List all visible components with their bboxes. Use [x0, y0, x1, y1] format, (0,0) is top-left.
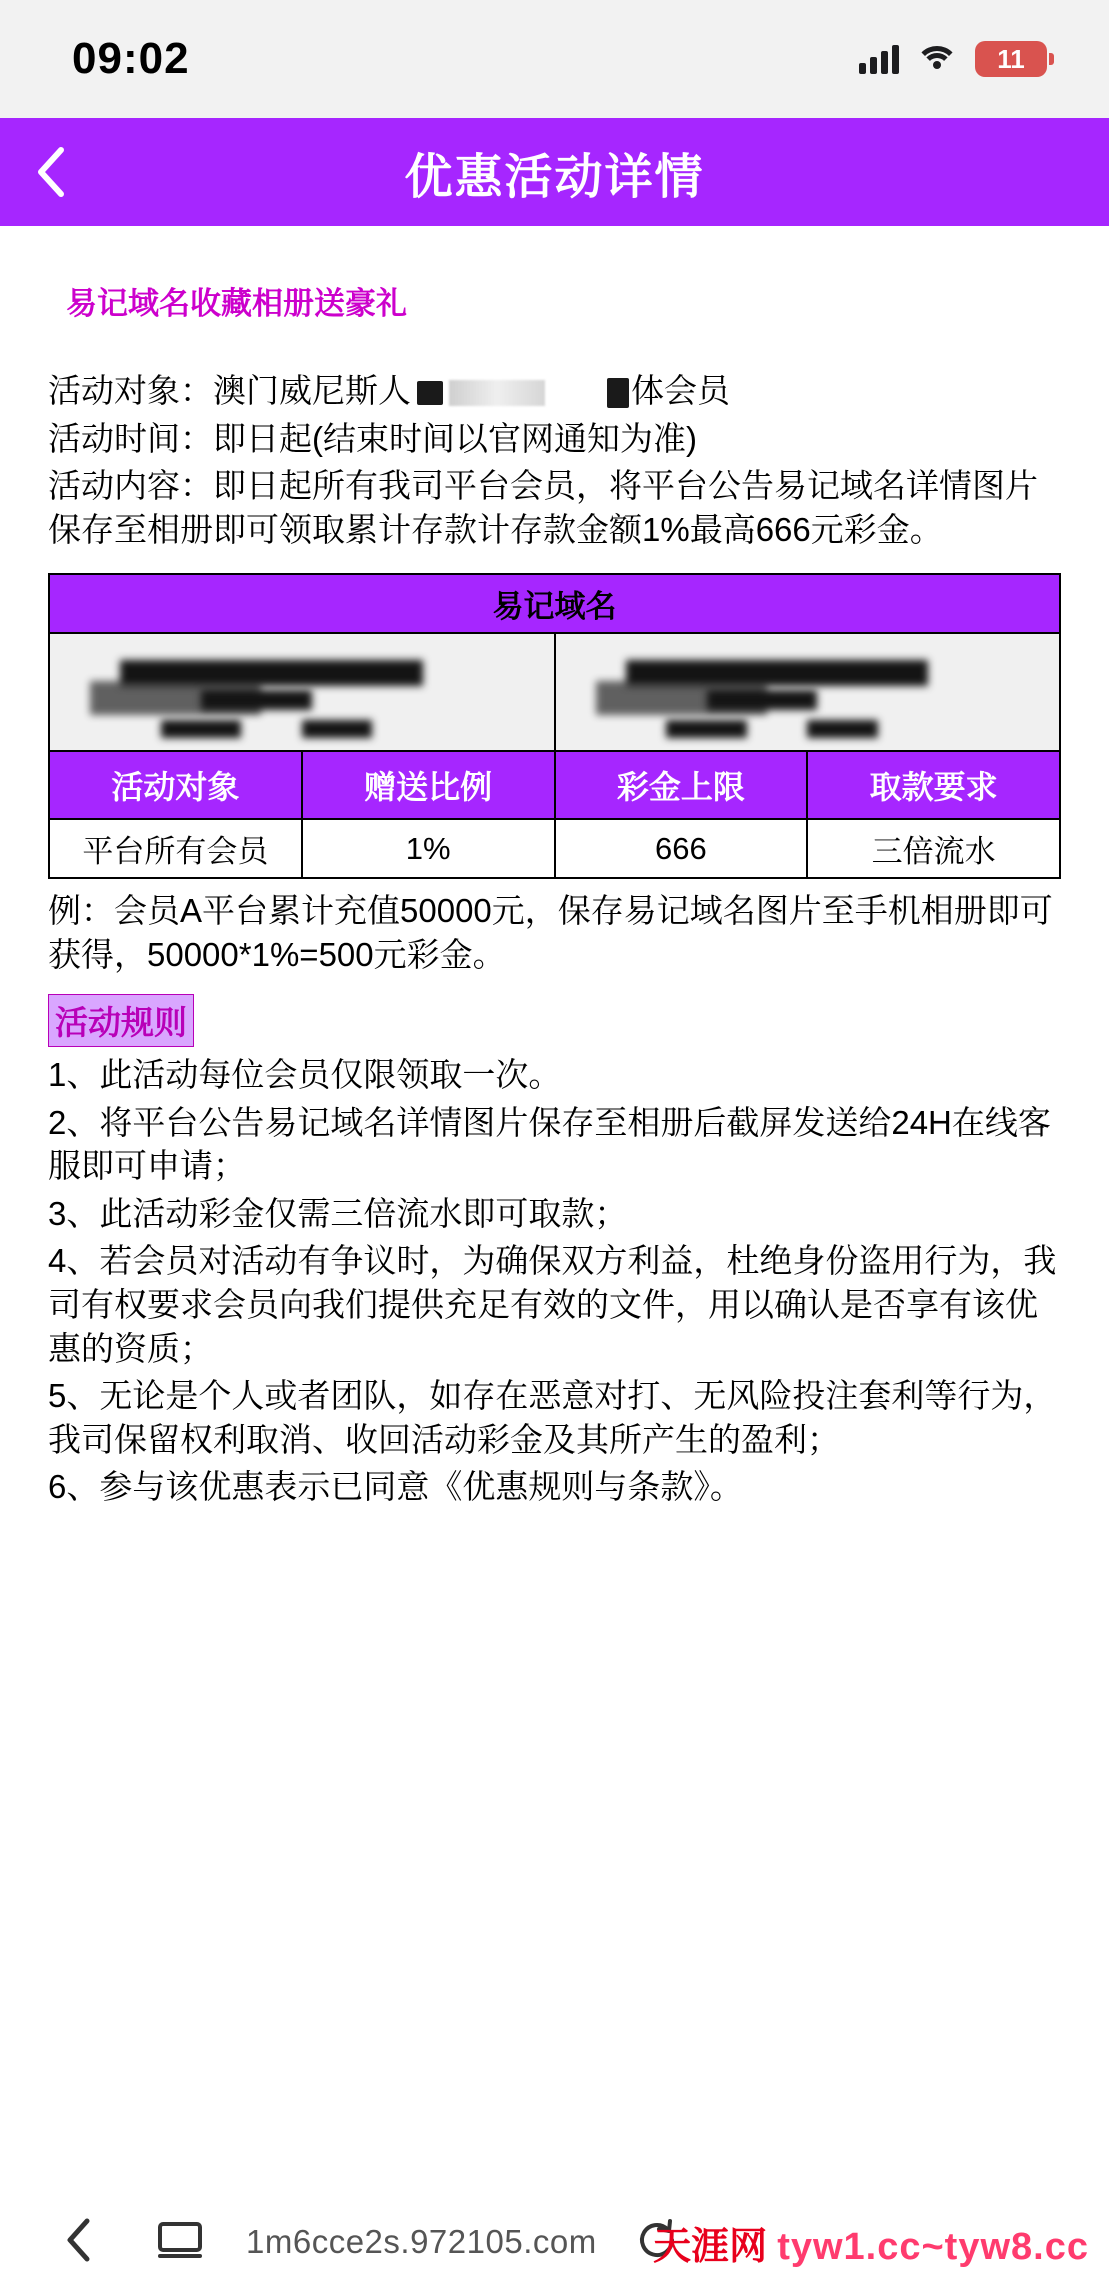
table-header-cell: 赠送比例	[302, 751, 555, 819]
browser-bottom-bar	[0, 2190, 1109, 2294]
rule-item: 2、将平台公告易记域名详情图片保存至相册后截屏发送给24H在线客服即可申请；	[48, 1103, 1051, 1185]
promo-target-line	[48, 369, 1061, 413]
page-title: 优惠活动详情	[404, 150, 705, 204]
chevron-left-icon	[63, 2216, 93, 2269]
rule-item: 3、此活动彩金仅需三倍流水即可取款；	[48, 1194, 628, 1232]
blurred-domain-cell	[555, 633, 1061, 751]
promo-time-line: 活动时间：即日起(结束时间以官网通知为准)	[48, 419, 697, 457]
table-header-cell: 彩金上限	[555, 751, 808, 819]
battery-indicator	[975, 41, 1047, 77]
rule-item: 5、无论是个人或者团队，如存在恶意对打、无风险投注套利等行为，我司保留权利取消、收回活动彩金及其所产生的盈利；	[48, 1377, 1057, 1458]
redaction-mark	[607, 378, 629, 408]
content-area	[0, 278, 1109, 1509]
browser-back-button[interactable]	[42, 2216, 114, 2269]
watermark-brand: 天涯网	[653, 2226, 768, 2268]
reload-icon	[634, 2217, 680, 2268]
table-header-row	[49, 751, 1060, 819]
blurred-text	[449, 380, 545, 406]
table-cell: 1%	[302, 819, 555, 878]
table-cell: 666	[555, 819, 808, 878]
rule-item: 1、此活动每位会员仅限领取一次。	[48, 1056, 562, 1094]
table-cell: 平台所有会员	[49, 819, 302, 878]
reload-button[interactable]	[627, 2217, 687, 2268]
address-bar-url[interactable]: 1m6cce2s.972105.com	[246, 2223, 597, 2260]
table-row	[49, 819, 1060, 878]
redaction-mark	[417, 381, 443, 405]
status-bar	[0, 0, 1109, 118]
promo-title: 易记域名收藏相册送豪礼	[66, 286, 407, 321]
battery-level: 11	[997, 43, 1025, 74]
table-title: 易记域名	[49, 574, 1060, 633]
promo-content-line: 活动内容：即日起所有我司平台会员，将平台公告易记域名详情图片保存至相册即可领取累计存款计存款金额1%最高666元彩金。	[48, 467, 1038, 548]
watermark	[653, 2215, 1089, 2270]
domain-table	[48, 573, 1061, 879]
app-header	[0, 118, 1109, 226]
table-row	[49, 633, 1060, 751]
table-cell: 三倍流水	[807, 819, 1060, 878]
table-title-row	[49, 574, 1060, 633]
promo-target-text: 活动对象：澳门威尼斯人	[48, 372, 411, 409]
browser-window-button[interactable]	[144, 2218, 216, 2267]
cellular-signal-icon	[859, 44, 899, 74]
promo-target-suffix: 体会员	[631, 372, 730, 409]
table-header-cell: 取款要求	[807, 751, 1060, 819]
rule-item: 4、若会员对活动有争议时，为确保双方利益，杜绝身份盗用行为，我司有权要求会员向我们提供充足有效的文件，用以确认是否享有该优惠的资质；	[48, 1242, 1057, 1367]
watermark-domains: tyw1.cc~tyw8.cc	[777, 2226, 1089, 2268]
rule-item: 6、参与该优惠表示已同意《优惠规则与条款》。	[48, 1468, 743, 1506]
promo-example: 例：会员A平台累计充值50000元，保存易记域名图片至手机相册即可获得，50000*1%=500元彩金。	[48, 892, 1053, 973]
table-header-cell: 活动对象	[49, 751, 302, 819]
wifi-icon	[917, 44, 957, 74]
blurred-domain-cell	[49, 633, 555, 751]
browser-window-icon	[156, 2218, 204, 2267]
status-time: 09:02	[72, 34, 190, 83]
rules-heading: 活动规则	[48, 994, 194, 1047]
header-back-button[interactable]	[0, 118, 100, 226]
chevron-left-icon	[33, 144, 67, 200]
status-indicators	[859, 41, 1047, 77]
